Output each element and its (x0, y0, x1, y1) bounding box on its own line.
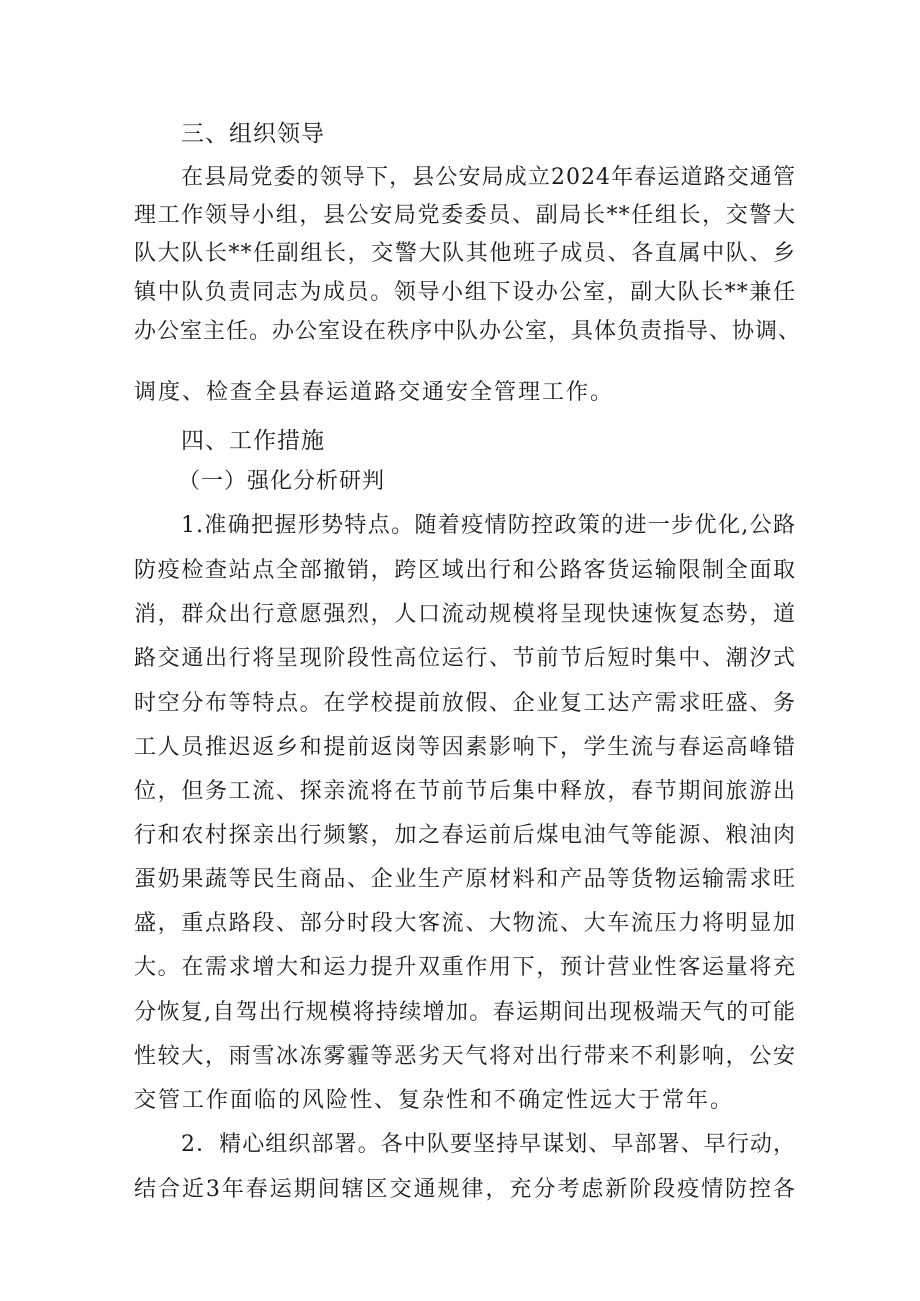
paragraph-line: 调度、检查全县春运道路交通安全管理工作。 (134, 380, 615, 405)
paragraph-line: 在县局党委的领导下，县公安局成立2024年春运道路交通管 (181, 165, 796, 190)
paragraph-line: 行和农村探亲出行频繁，加之春运前后煤电油气等能源、粮油肉 (134, 823, 796, 848)
paragraph-line: 理工作领导小组，县公安局党委委员、副局长**任组长，交警大 (134, 203, 796, 228)
paragraph-line: 1.准确把握形势特点。随着疫情防控政策的进一步优化,公路 (181, 513, 796, 538)
paragraph-line: 蛋奶果蔬等民生商品、企业生产原材料和产品等货物运输需求旺 (134, 867, 796, 892)
paragraph-line: 盛，重点路段、部分时段大客流、大物流、大车流压力将明显加 (134, 911, 796, 936)
paragraph-line: 时空分布等特点。在学校提前放假、企业复工达产需求旺盛、务 (134, 691, 796, 716)
paragraph-line: 镇中队负责同志为成员。领导小组下设办公室，副大队长**兼任 (134, 280, 796, 305)
paragraph-line: 位，但务工流、探亲流将在节前节后集中释放，春节期间旅游出 (134, 779, 796, 804)
paragraph-line: 交管工作面临的风险性、复杂性和不确定性远大于常年。 (134, 1088, 735, 1113)
section-heading-organization: 三、组织领导 (181, 121, 325, 147)
subsection-heading: （一）强化分析研判 (178, 469, 386, 494)
paragraph-line: 路交通出行将呈现阶段性高位运行、节前节后短时集中、潮汐式 (134, 646, 796, 671)
paragraph-line: 防疫检查站点全部撤销，跨区域出行和公路客货运输限制全面取 (134, 558, 796, 583)
paragraph-line: 大。在需求增大和运力提升双重作用下，预计营业性客运量将充 (134, 955, 796, 980)
paragraph-line: 结合近3年春运期间辖区交通规律，充分考虑新阶段疫情防控各 (134, 1177, 796, 1202)
paragraph-line: 工人员推迟返乡和提前返岗等因素影响下，学生流与春运高峰错 (134, 735, 796, 760)
paragraph-line: 办公室主任。办公室设在秩序中队办公室，具体负责指导、协调、 (134, 319, 802, 344)
paragraph-line: 分恢复,自驾出行规模将持续增加。春运期间出现极端天气的可能 (134, 1000, 796, 1025)
paragraph-line: 消，群众出行意愿强烈，人口流动规模将呈现快速恢复态势，道 (134, 602, 796, 627)
paragraph-line: 队大队长**任副组长，交警大队其他班子成员、各直属中队、乡 (134, 241, 796, 266)
section-heading-measures: 四、工作措施 (181, 428, 325, 454)
paragraph-line: 2．精心组织部署。各中队要坚持早谋划、早部署、早行动， (181, 1132, 796, 1157)
paragraph-line: 性较大，雨雪冰冻雾霾等恶劣天气将对出行带来不利影响，公安 (134, 1044, 796, 1069)
